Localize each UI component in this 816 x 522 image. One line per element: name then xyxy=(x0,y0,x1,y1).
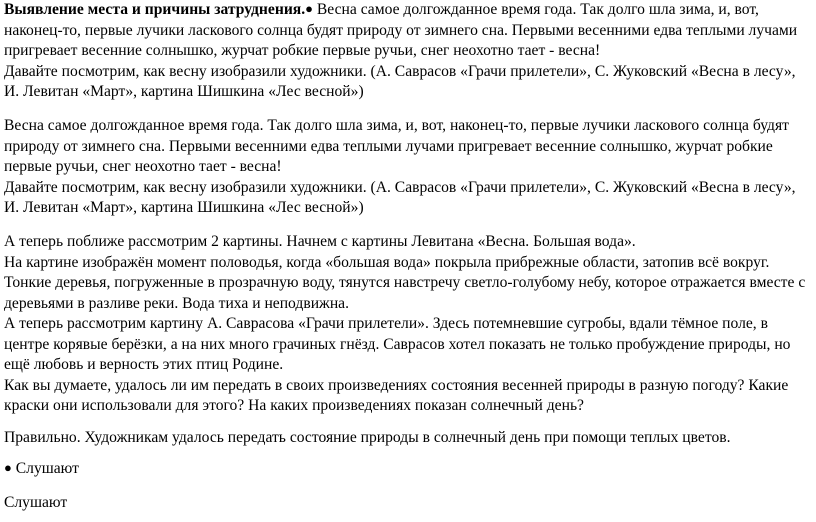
paragraph-line: А теперь поближе рассмотрим 2 картины. Начнем с картины Левитана «Весна. Большая вода». xyxy=(4,233,636,250)
bullet-icon: ● xyxy=(4,460,12,475)
paragraph-line: А теперь рассмотрим картину А. Саврасова «Грачи прилетели». Здесь потемневшие сугробы, вдали тёмное поле, в xyxy=(4,315,768,332)
section-listen xyxy=(4,493,810,514)
paragraph-line: природу от зимнего сна. Первыми весенними едва теплыми лучами пригревает весенние солнышко, журчат робкие xyxy=(4,137,773,155)
paragraph-line: ещё любовь и верность этих птиц Родине. xyxy=(4,356,284,373)
listen-line xyxy=(4,458,810,480)
paragraph-line: Весна самое долгожданное время года. Так долго шла зима, и, вот, наконец-то, первые лучики ласкового солнца будят xyxy=(4,117,789,134)
paragraph-line: первые ручьи, снег неохотно тает - весна! xyxy=(4,158,282,175)
paragraph-line: Давайте посмотрим, как весну изобразили художники. (А. Саврасов «Грачи прилетели», С. Жуковский «Весна в лесу», xyxy=(4,178,796,196)
paragraph-line: На картине изображён момент половодья, когда «большая вода» покрыла прибрежные области, затопив всё вокруг. xyxy=(4,253,770,271)
section-heading: Выявление места и причины затруднения. xyxy=(4,1,306,18)
paragraph-line: пригревает весенние солнышко, журчат робкие первые ручьи, снег неохотно тает - весна! xyxy=(4,42,601,59)
paragraph-text: Весна самое долгожданное время года. Так долго шла зима, и, вот, xyxy=(313,1,759,18)
paragraph-line: центре корявые берёзки, а на них много грачиных гнёзд. Саврасов хотел показать не только пробуждение природы, но xyxy=(4,335,791,353)
paragraph-line: деревьями в разливе реки. Вода тиха и неподвижна. xyxy=(4,294,349,312)
paragraph-line: краски они использовали для этого? На каких произведениях показан солнечный день? xyxy=(4,397,584,414)
paragraph-line: И. Левитан «Март», картина Шишкина «Лес весной») xyxy=(4,83,364,100)
listen-text: Слушают xyxy=(4,494,68,511)
section-intro xyxy=(4,0,810,103)
paragraph-line: Правильно. Художникам удалось передать состояние природы в солнечный день при помощи теплых цветов. xyxy=(4,429,731,446)
paragraph-line: наконец-то, первые лучики ласкового солнца будят природу от зимнего сна. Первыми весенними едва теплыми лучами xyxy=(4,21,798,39)
section-paintings xyxy=(4,232,810,417)
section-conclusion xyxy=(4,428,810,449)
section-listen-bullet xyxy=(4,458,810,480)
bullet-icon: ● xyxy=(305,1,313,16)
listen-text: Слушают xyxy=(11,460,79,477)
paragraph-line: И. Левитан «Март», картина Шишкина «Лес весной») xyxy=(4,199,364,216)
paragraph-line: Давайте посмотрим, как весну изобразили художники. (А. Саврасов «Грачи прилетели», С. Жуковский «Весна в лесу», xyxy=(4,62,796,80)
section-spring-repeat xyxy=(4,116,810,219)
intro-line-1 xyxy=(4,0,810,21)
paragraph-line: Как вы думаете, удалось ли им передать в своих произведениях состояния весенней природы в разную погоду? Какие xyxy=(4,376,789,394)
paragraph-line: Тонкие деревья, погруженные в прозрачную воду, тянутся навстречу светло-голубому небу, которое отражается вместе с xyxy=(4,274,806,291)
